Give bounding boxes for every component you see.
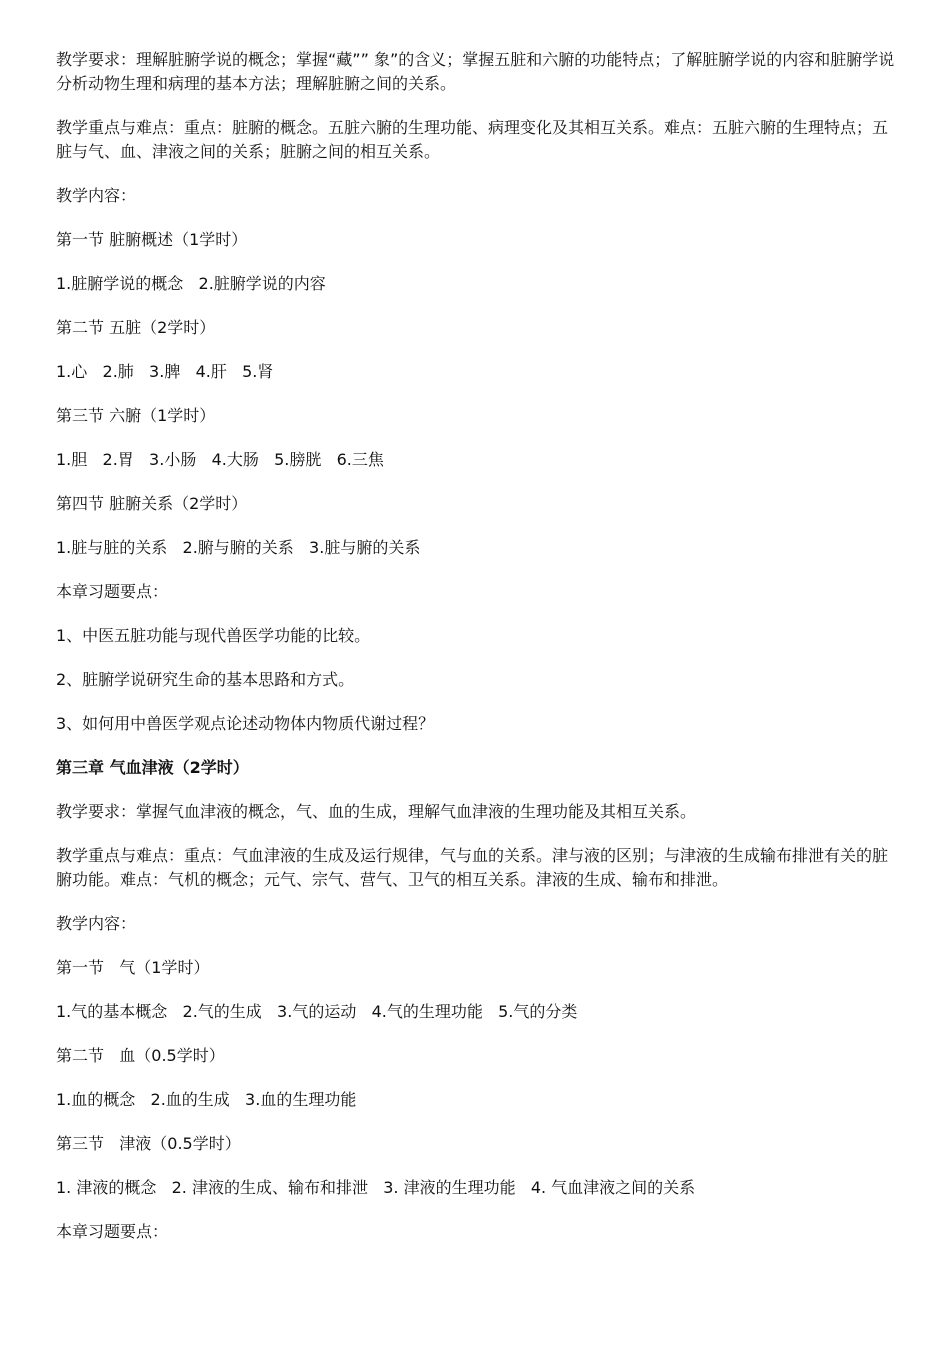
ch3-section-2-items: 1.血的概念 2.血的生成 3.血的生理功能	[56, 1090, 357, 1109]
document-page	[56, 48, 896, 1264]
teaching-requirements-ch2: 教学要求：理解脏腑学说的概念；掌握“藏”” 象”的含义；掌握五脏和六腑的功能特点；了解脏腑学说的内容和脏腑学说分析动物生理和病理的基本方法；理解脏腑之间的关系。	[56, 50, 895, 93]
section-1-title: 第一节 脏腑概述（1学时）	[56, 230, 248, 249]
teaching-requirements-ch3: 教学要求：掌握气血津液的概念，气、血的生成，理解气血津液的生理功能及其相互关系。	[56, 802, 697, 821]
content-label-ch3: 教学内容：	[56, 914, 137, 933]
section-3-items: 1.胆 2.胃 3.小肠 4.大肠 5.膀胱 6.三焦	[56, 450, 384, 469]
exercise-item-1: 1、中医五脏功能与现代兽医学功能的比较。	[56, 626, 371, 645]
ch3-section-1-items: 1.气的基本概念 2.气的生成 3.气的运动 4.气的生理功能 5.气的分类	[56, 1002, 578, 1021]
exercise-label-ch2: 本章习题要点：	[56, 582, 169, 601]
key-points-ch2: 教学重点与难点：重点：脏腑的概念。五脏六腑的生理功能、病理变化及其相互关系。难点：五脏六腑的生理特点；五脏与气、血、津液之间的关系；脏腑之间的相互关系。	[56, 118, 889, 161]
key-points-ch3: 教学重点与难点：重点：气血津液的生成及运行规律，气与血的关系。津与液的区别；与津液的生成输布排泄有关的脏腑功能。难点：气机的概念；元气、宗气、营气、卫气的相互关系。津液的生成、输布和排泄。	[56, 846, 889, 889]
section-1-items: 1.脏腑学说的概念 2.脏腑学说的内容	[56, 274, 326, 293]
exercise-label-ch3: 本章习题要点：	[56, 1222, 169, 1241]
section-3-title: 第三节 六腑（1学时）	[56, 406, 216, 425]
exercise-item-3: 3、如何用中兽医学观点论述动物体内物质代谢过程？	[56, 714, 435, 733]
section-2-items: 1.心 2.肺 3.脾 4.肝 5.肾	[56, 362, 274, 381]
exercise-item-2: 2、脏腑学说研究生命的基本思路和方式。	[56, 670, 355, 689]
chapter-3-heading: 第三章 气血津液（2学时）	[56, 758, 249, 777]
section-4-title: 第四节 脏腑关系（2学时）	[56, 494, 248, 513]
ch3-section-3-items: 1. 津液的概念 2. 津液的生成、输布和排泄 3. 津液的生理功能 4. 气血津液之间的关系	[56, 1178, 696, 1197]
ch3-section-3-title: 第三节 津液（0.5学时）	[56, 1134, 241, 1153]
section-2-title: 第二节 五脏（2学时）	[56, 318, 216, 337]
ch3-section-1-title: 第一节 气（1学时）	[56, 958, 210, 977]
content-label-ch2: 教学内容：	[56, 186, 137, 205]
section-4-items: 1.脏与脏的关系 2.腑与腑的关系 3.脏与腑的关系	[56, 538, 421, 557]
ch3-section-2-title: 第二节 血（0.5学时）	[56, 1046, 225, 1065]
